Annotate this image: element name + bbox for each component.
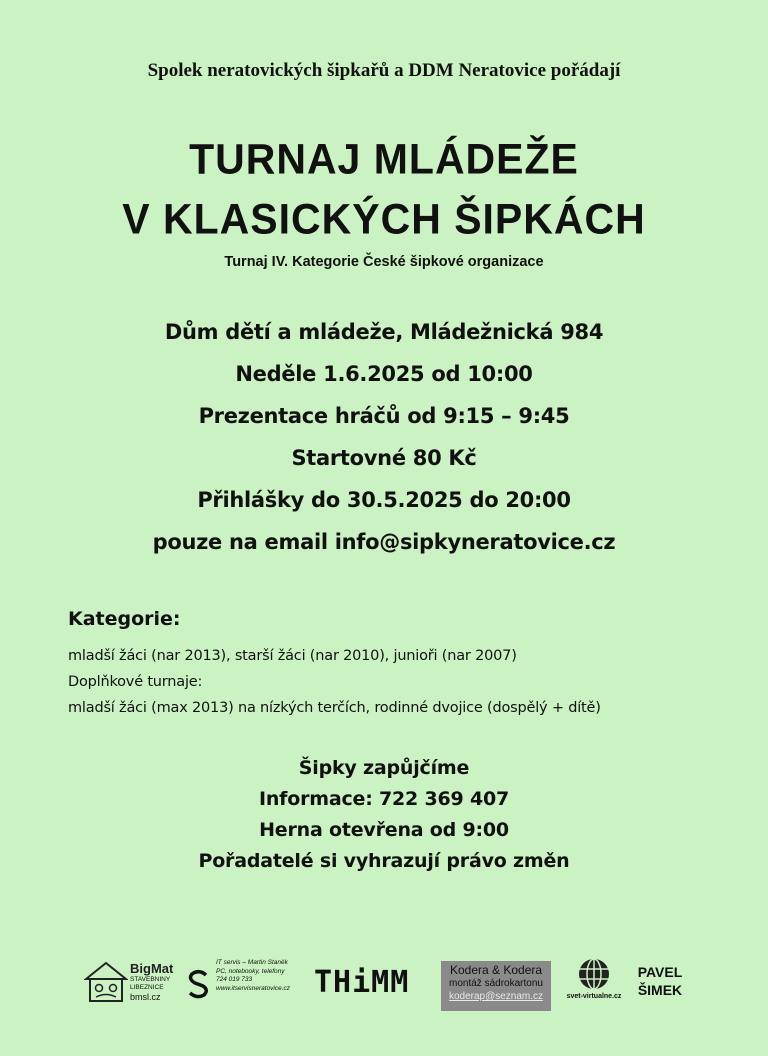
poster-subtitle: Turnaj IV. Kategorie České šipkové organizace [224,254,544,270]
category-line: Doplňkové turnaje: [68,674,203,690]
organizers-line: Spolek neratovických šipkařů a DDM Neratovice pořádají [147,60,621,81]
venue-line: Dům dětí a mládeže, Mládežnická 984 [164,320,604,344]
svet-virtualne-text: svet-virtualne.cz [566,993,622,1000]
hall-opening-line: Herna otevřena od 9:00 [259,819,509,841]
dart-rental-line: Šipky zapůjčíme [298,757,470,779]
kodera-logo [441,961,551,1011]
bigmat-subtitle-2: LIBEZNICE [130,984,164,991]
registration-time-line: Prezentace hráčů od 9:15 – 9:45 [198,404,570,428]
house-icon [84,961,128,1005]
sponsor-logos [0,955,768,1025]
ddm-house-logo [84,961,128,1005]
kodera-service: montáž sádrokartonu [449,978,543,989]
itservis-s-icon [186,969,212,999]
category-line: mladší žáci (max 2013) na nízkých terčích, rodinné dvojice (dospělý + dítě) [68,700,601,716]
pavel-simek-logo [632,963,688,999]
itservis-logo [186,959,304,1015]
entry-fee-line: Startovné 80 Kč [291,446,477,470]
thimm-logo: THiMM [314,965,410,1000]
itservis-line: 724 019 733 [216,976,253,983]
poster-title-line-2: V KLASICKÝCH ŠIPKÁCH [122,194,646,244]
kodera-name: Kodera & Kodera [449,963,543,977]
itservis-line: PC, notebooky, telefony [216,967,285,975]
itservis-text [216,959,290,993]
bigmat-logo [130,961,178,1002]
signup-deadline-line: Přihlášky do 30.5.2025 do 20:00 [197,488,571,512]
pavel-line: PAVEL [637,964,683,980]
contact-phone-line: Informace: 722 369 407 [258,788,510,810]
bigmat-website: bmsl.cz [130,992,161,1002]
kodera-email: koderap@seznam.cz [448,991,544,1002]
svet-virtualne-logo [556,957,632,1017]
changes-reserved-line: Pořadatelé si vyhrazují právo změn [198,850,570,872]
bigmat-subtitle-1: STAVEBNINY [130,976,171,983]
bigmat-name: BigMat [130,961,174,976]
date-line: Neděle 1.6.2025 od 10:00 [235,362,533,386]
poster-title-line-1: TURNAJ MLÁDEŽE [189,134,579,184]
globe-icon [556,957,632,993]
categories-heading: Kategorie: [68,608,181,630]
itservis-line: IT servis – Martin Staněk [216,959,288,966]
itservis-line: www.itservisneratovice.cz [216,984,291,992]
simek-line: ŠIMEK [637,982,683,998]
email-line: pouze na email info@sipkyneratovice.cz [152,530,616,554]
category-line: mladší žáci (nar 2013), starší žáci (nar 2010), junioři (nar 2007) [68,648,517,664]
